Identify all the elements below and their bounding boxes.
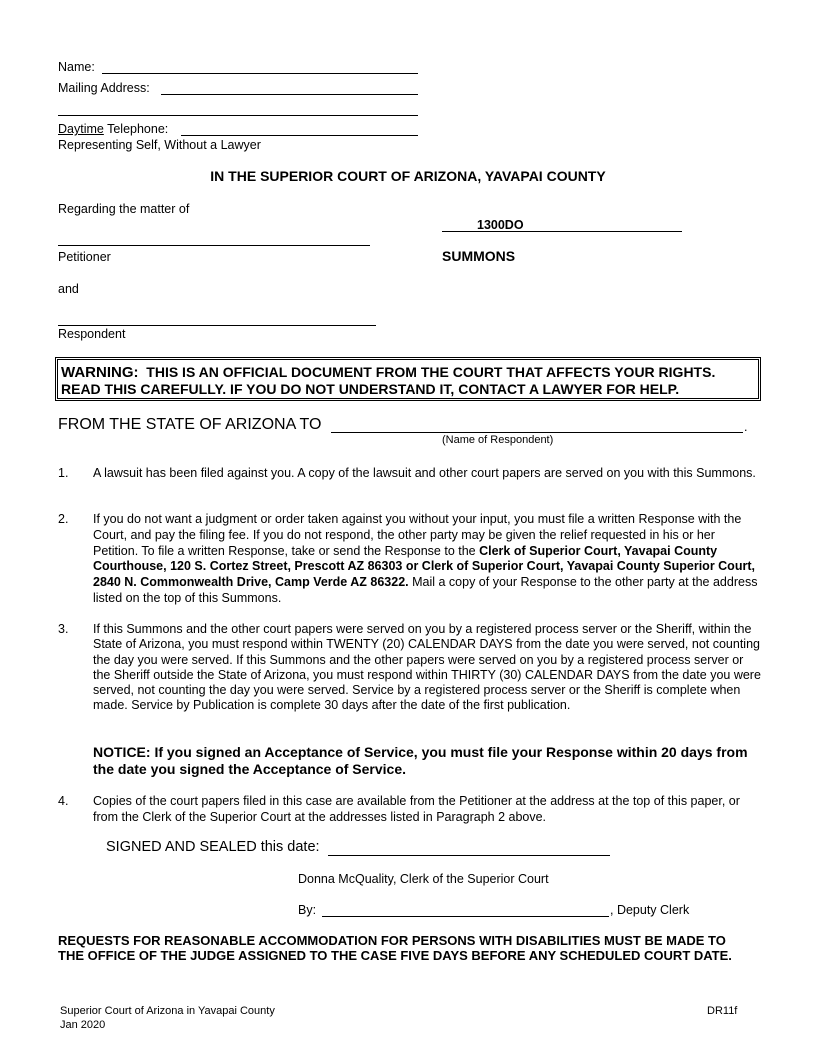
deputy-clerk-label: , Deputy Clerk xyxy=(610,903,690,917)
accommodation-line-2: THE OFFICE OF THE JUDGE ASSIGNED TO THE CASE FIVE DAYS BEFORE ANY SCHEDULED COURT DATE. xyxy=(58,948,732,963)
case-number: 1300DO xyxy=(477,218,524,232)
from-state-label: FROM THE STATE OF ARIZONA TO xyxy=(58,416,322,433)
notice-text: NOTICE: If you signed an Acceptance of Service, you must file your Response within 20 days from the date you signed the Acceptance of Service. xyxy=(93,744,748,777)
respondent-name-caption: (Name of Respondent) xyxy=(442,434,554,446)
footer-date: Jan 2020 xyxy=(60,1019,106,1031)
from-state-period: . xyxy=(744,420,748,434)
representing-self-text: Representing Self, Without a Lawyer xyxy=(58,138,261,152)
case-number-field[interactable] xyxy=(442,231,682,232)
paragraph-4-text: Copies of the court papers filed in this case are available from the Petitioner at the address at the top of this paper, or from the Clerk of the Superior Court at the addresses listed in Paragraph 2 above. xyxy=(93,794,740,824)
petitioner-field[interactable] xyxy=(58,245,370,246)
telephone-label xyxy=(58,123,168,136)
respondent-label: Respondent xyxy=(58,327,126,341)
signed-date-field[interactable] xyxy=(328,855,610,856)
telephone-field[interactable] xyxy=(181,135,418,136)
document-title: SUMMONS xyxy=(442,248,516,264)
paragraph-1-text: A lawsuit has been filed against you. A copy of the lawsuit and other court papers are served on you with this Summons. xyxy=(93,466,756,480)
name-field[interactable] xyxy=(102,73,418,74)
deputy-signature-field[interactable] xyxy=(322,916,609,917)
petitioner-label: Petitioner xyxy=(58,250,111,264)
court-title: IN THE SUPERIOR COURT OF ARIZONA, YAVAPAI COUNTY xyxy=(210,168,606,184)
paragraph-2-clerk-addresses: Clerk of Superior Court, Yavapai County Courthouse, 120 S. Cortez Street, Prescott AZ 86303 or Clerk of Superior Court, Yavapai County Superior Court, 2840 N. Commonwealth Drive, Camp Verde AZ 86322. xyxy=(93,543,755,590)
clerk-name: Donna McQuality, Clerk of the Superior Court xyxy=(298,872,549,886)
paragraph-3-number: 3. xyxy=(58,622,69,636)
accommodation-line-1: REQUESTS FOR REASONABLE ACCOMMODATION FOR PERSONS WITH DISABILITIES MUST BE MADE TO xyxy=(58,933,726,948)
paragraph-1-number: 1. xyxy=(58,466,69,480)
respondent-name-field[interactable] xyxy=(331,432,743,433)
by-label: By: xyxy=(298,903,317,917)
mailing-address-field[interactable] xyxy=(161,94,418,95)
warning-box xyxy=(55,357,761,401)
name-label: Name: xyxy=(58,60,95,74)
signed-sealed-label: SIGNED AND SEALED this date: xyxy=(106,839,320,855)
and-text: and xyxy=(58,282,79,296)
warning-text-1: THIS IS AN OFFICIAL DOCUMENT FROM THE COURT THAT AFFECTS YOUR RIGHTS. xyxy=(146,364,716,380)
paragraph-2-number: 2. xyxy=(58,512,69,526)
paragraph-4-number: 4. xyxy=(58,794,69,808)
telephone-word: Telephone: xyxy=(103,122,169,136)
regarding-text: Regarding the matter of xyxy=(58,202,190,216)
footer-court-name: Superior Court of Arizona in Yavapai County xyxy=(60,1005,275,1017)
paragraph-2-text-a: If you do not want a judgment or order taken against you without your input, you must file a written Response with the Court, and pay the filing fee. If you do not respond, the other party may be given the relief requested in his or her Petition. To file a written Response, take or send the Response to the xyxy=(93,512,742,558)
paragraph-2-text-b: Mail a copy of your Response to the other party at the address listed on the top of this Summons. xyxy=(93,575,758,605)
warning-line-1 xyxy=(61,365,715,380)
daytime-word: Daytime xyxy=(58,122,104,136)
warning-line-2: READ THIS CAREFULLY. IF YOU DO NOT UNDERSTAND IT, CONTACT A LAWYER FOR HELP. xyxy=(61,381,680,397)
paragraph-2-text xyxy=(93,512,761,607)
respondent-field[interactable] xyxy=(58,325,376,326)
warning-lead: WARNING: xyxy=(61,364,139,381)
mailing-address-label: Mailing Address: xyxy=(58,81,150,95)
footer-form-id: DR11f xyxy=(707,1005,738,1017)
mailing-address-field-2[interactable] xyxy=(58,115,418,116)
paragraph-3-text: If this Summons and the other court papers were served on you by a registered process server or the Sheriff, within the State of Arizona, you must respond within TWENTY (20) CALENDAR DAYS from the date you were served, not counting the day you were served. If this Summons and the other papers were served on you by a registered process server or the Sheriff outside the State of Arizona, you must respond within THIRTY (30) CALENDAR DAYS from the date you were served, not counting the day you were served. Service by a registered process server or the Sheriff is complete when made. Service by Publication is complete 30 days after the date of the first publication. xyxy=(93,622,761,713)
